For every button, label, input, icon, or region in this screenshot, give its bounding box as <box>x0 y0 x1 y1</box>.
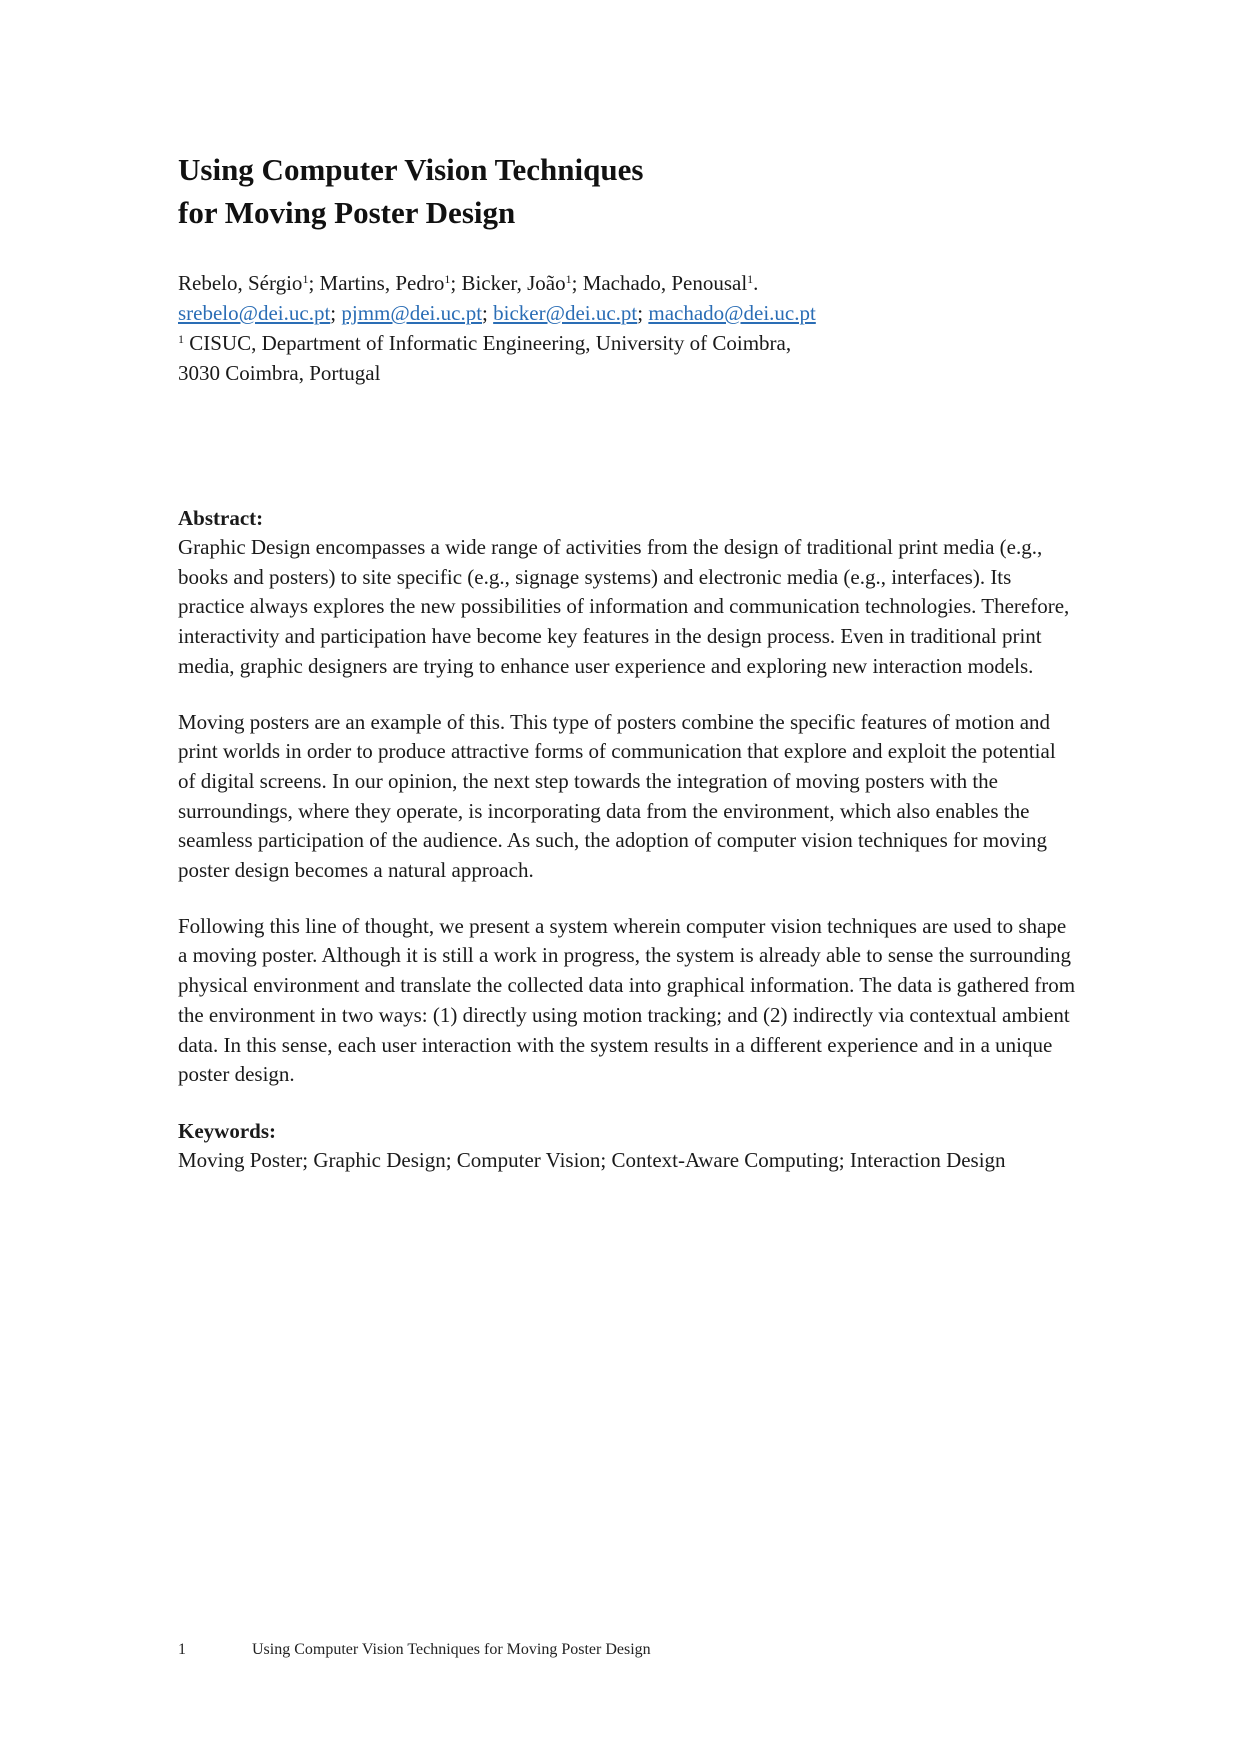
affiliation-text: CISUC, Department of Informatic Engineering, University of Coimbra, <box>184 331 792 355</box>
email-separator: ; <box>330 301 342 325</box>
abstract-heading: Abstract: <box>178 506 264 530</box>
running-title: Using Computer Vision Techniques for Moving Poster Design <box>252 1641 651 1658</box>
author-separator: ; <box>308 271 320 295</box>
email-link[interactable]: pjmm@dei.uc.pt <box>341 301 483 325</box>
author-name: Machado, Penousal <box>582 271 748 295</box>
keywords-heading: Keywords: <box>178 1118 276 1143</box>
author-separator: ; <box>571 271 583 295</box>
email-link[interactable]: srebelo@dei.uc.pt <box>178 301 331 325</box>
author-separator: ; <box>450 271 462 295</box>
abstract-section <box>178 503 1078 1090</box>
author-affiliation-marker: 1 <box>565 272 572 286</box>
author-block <box>178 268 1078 388</box>
abstract-paragraph-2: Moving posters are an example of this. This type of posters combine the specific features of motion and print worlds in order to produce attractive forms of communication that explore and exploit the potential of digital screens. In our opinion, the next step towards the integration of moving posters with the surroundings, where they operate, is incorporating data from the environment, which also enables the seamless participation of the audience. As such, the adoption of computer vision techniques for moving poster design becomes a natural approach. <box>178 709 1056 883</box>
author-name: Martins, Pedro <box>319 271 445 295</box>
abstract-paragraph-1: Graphic Design encompasses a wide range of activities from the design of traditional print media (e.g., books and posters) to site specific (e.g., signage systems) and electronic media (e.g., interfaces). Its practice always explores the new possibilities of information and communication technologies. Therefore, interactivity and participation have become key features in the design process. Even in traditional print media, graphic designers are trying to enhance user experience and exploring new interaction models. <box>178 535 1070 678</box>
page-number: 1 <box>178 1641 186 1658</box>
email-link[interactable]: machado@dei.uc.pt <box>648 301 816 325</box>
keywords-section <box>178 1116 1078 1176</box>
author-name: Rebelo, Sérgio <box>178 271 303 295</box>
email-separator: ; <box>482 301 494 325</box>
abstract-paragraph-3: Following this line of thought, we present a system wherein computer vision techniques are used to shape a moving poster. Although it is still a work in progress, the system is already able to sense the surrounding physical environment and translate the collected data into graphical information. The data is gathered from the environment in two ways: (1) directly using motion tracking; and (2) indirectly via contextual ambient data. In this sense, each user interaction with the system results in a different experience and in a unique poster design. <box>178 913 1076 1087</box>
author-name: Bicker, João <box>461 271 566 295</box>
author-list <box>178 268 1078 298</box>
paper-title <box>178 148 1078 234</box>
title-line-2: for Moving Poster Design <box>178 195 516 230</box>
page-content <box>178 148 1078 1176</box>
author-affiliation-marker: 1 <box>444 272 451 286</box>
affiliation-line-2: 3030 Coimbra, Portugal <box>178 361 381 385</box>
email-list <box>178 298 1078 328</box>
email-link[interactable]: bicker@dei.uc.pt <box>493 301 638 325</box>
author-separator: . <box>753 271 759 295</box>
author-affiliation-marker: 1 <box>302 272 309 286</box>
email-separator: ; <box>637 301 649 325</box>
title-line-1: Using Computer Vision Techniques <box>178 152 644 187</box>
page-footer <box>178 1640 651 1660</box>
affiliation-line-1 <box>178 328 1078 358</box>
keywords-text: Moving Poster; Graphic Design; Computer Vision; Context-Aware Computing; Interaction Design <box>178 1147 1006 1172</box>
author-affiliation-marker: 1 <box>747 272 754 286</box>
affiliation-marker: 1 <box>178 332 184 346</box>
